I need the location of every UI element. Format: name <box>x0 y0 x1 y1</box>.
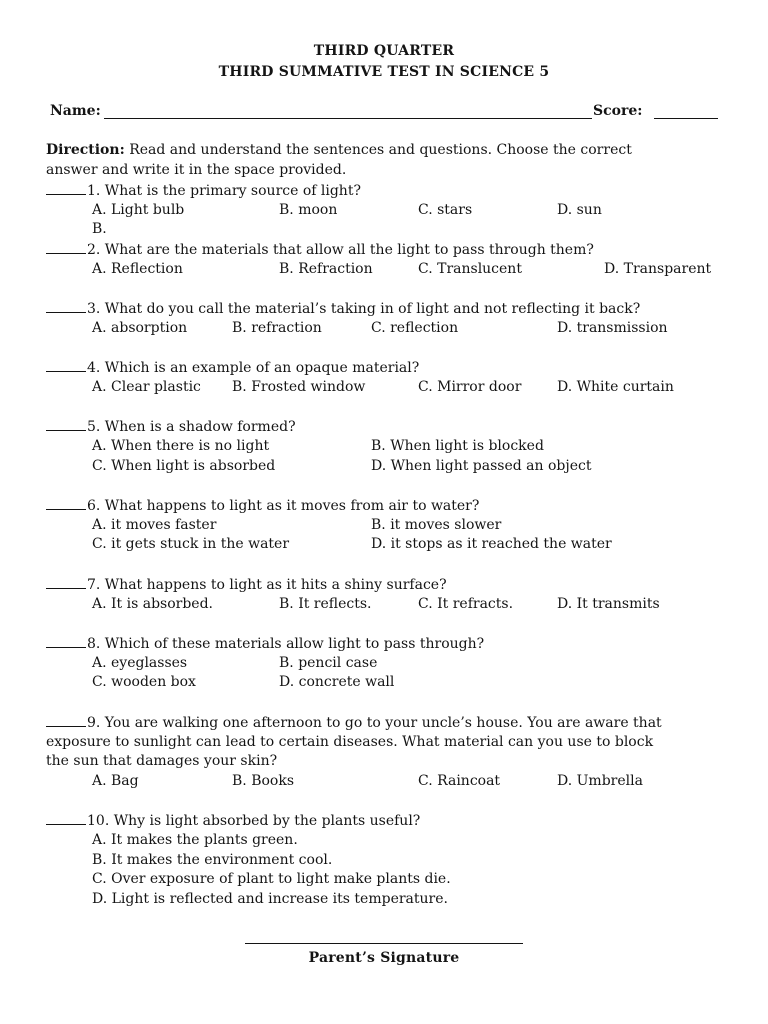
question-stem: 9. You are walking one afternoon to go to your uncle’s house. You are aware that <box>87 715 662 731</box>
option-c: C. stars <box>418 202 473 218</box>
direction-text-1: Read and understand the sentences and questions. Choose the correct <box>124 142 632 158</box>
option-a: A. Light bulb <box>92 202 185 218</box>
option-a: A. Reflection <box>92 261 183 277</box>
option-c: C. reflection <box>371 320 459 336</box>
question-stem-continued: the sun that damages your skin? <box>46 753 278 769</box>
option-d: D. concrete wall <box>279 674 395 690</box>
name-field-line[interactable] <box>104 118 592 119</box>
answer-blank[interactable] <box>46 241 86 254</box>
option-a: A. Bag <box>92 773 139 789</box>
question-stem: 8. Which of these materials allow light to pass through? <box>87 636 485 652</box>
question-6 <box>46 497 479 514</box>
option-d: D. Transparent <box>604 261 712 277</box>
question-4 <box>46 359 419 376</box>
answer-blank[interactable] <box>46 497 86 510</box>
option-d: D. it stops as it reached the water <box>371 536 612 552</box>
option-d: D. White curtain <box>557 379 674 395</box>
direction-label: Direction: <box>46 142 125 158</box>
question-8 <box>46 635 484 652</box>
option-b: B. When light is blocked <box>371 438 544 454</box>
option-c: C. wooden box <box>92 674 196 690</box>
question-stem: 6. What happens to light as it moves from air to water? <box>87 498 480 514</box>
option-d: D. transmission <box>557 320 668 336</box>
question-stem: 3. What do you call the material’s taking in of light and not reflecting it back? <box>87 301 641 317</box>
option-b: B. refraction <box>232 320 322 336</box>
option-b: B. It reflects. <box>279 596 372 612</box>
test-quarter-title: THIRD QUARTER <box>313 43 455 59</box>
option-stray-b: B. <box>92 221 107 237</box>
direction-text-2: answer and write it in the space provided. <box>46 162 347 178</box>
option-b: B. Frosted window <box>232 379 366 395</box>
name-label: Name: <box>50 103 101 119</box>
answer-blank[interactable] <box>46 812 86 825</box>
question-stem: 4. Which is an example of an opaque material? <box>87 360 420 376</box>
option-c: C. it gets stuck in the water <box>92 536 290 552</box>
option-a: A. When there is no light <box>92 438 270 454</box>
option-b: B. moon <box>279 202 338 218</box>
option-d: D. sun <box>557 202 602 218</box>
question-stem: 7. What happens to light as it hits a shiny surface? <box>87 577 447 593</box>
question-stem: 1. What is the primary source of light? <box>87 183 361 199</box>
option-a: A. absorption <box>92 320 188 336</box>
test-title: THIRD SUMMATIVE TEST IN SCIENCE 5 <box>218 64 550 80</box>
option-c: C. It refracts. <box>418 596 514 612</box>
option-b: B. pencil case <box>279 655 378 671</box>
signature-label: Parent’s Signature <box>308 950 460 966</box>
question-stem-continued: exposure to sunlight can lead to certain diseases. What material can you use to block <box>46 734 654 750</box>
signature-line[interactable] <box>245 943 523 944</box>
question-2 <box>46 241 594 258</box>
option-d: D. Light is reflected and increase its temperature. <box>92 891 448 907</box>
question-10 <box>46 812 420 829</box>
question-7 <box>46 576 447 593</box>
option-d: D. Umbrella <box>557 773 643 789</box>
question-stem: 5. When is a shadow formed? <box>87 419 296 435</box>
question-1 <box>46 182 361 199</box>
option-b: B. Books <box>232 773 295 789</box>
answer-blank[interactable] <box>46 635 86 648</box>
answer-blank[interactable] <box>46 576 86 589</box>
option-b: B. Refraction <box>279 261 373 277</box>
question-3 <box>46 300 640 317</box>
option-d: D. When light passed an object <box>371 458 592 474</box>
answer-blank[interactable] <box>46 182 86 195</box>
option-b: B. It makes the environment cool. <box>92 852 333 868</box>
direction-line-1 <box>46 142 632 158</box>
answer-blank[interactable] <box>46 418 86 431</box>
answer-blank[interactable] <box>46 359 86 372</box>
option-d: D. It transmits <box>557 596 660 612</box>
question-9 <box>46 714 662 731</box>
option-a: A. it moves faster <box>92 517 217 533</box>
question-stem: 10. Why is light absorbed by the plants useful? <box>87 813 421 829</box>
option-a: A. It makes the plants green. <box>92 832 298 848</box>
option-a: A. Clear plastic <box>92 379 201 395</box>
option-b: B. it moves slower <box>371 517 502 533</box>
score-field-line[interactable] <box>654 118 718 119</box>
question-5 <box>46 418 296 435</box>
answer-blank[interactable] <box>46 714 86 727</box>
option-c: C. Raincoat <box>418 773 501 789</box>
question-stem: 2. What are the materials that allow all the light to pass through them? <box>87 242 594 258</box>
option-a: A. eyeglasses <box>92 655 188 671</box>
answer-blank[interactable] <box>46 300 86 313</box>
option-c: C. Translucent <box>418 261 522 277</box>
option-c: C. Mirror door <box>418 379 522 395</box>
option-c: C. Over exposure of plant to light make plants die. <box>92 871 451 887</box>
option-c: C. When light is absorbed <box>92 458 276 474</box>
score-label: Score: <box>593 103 643 119</box>
option-a: A. It is absorbed. <box>92 596 214 612</box>
